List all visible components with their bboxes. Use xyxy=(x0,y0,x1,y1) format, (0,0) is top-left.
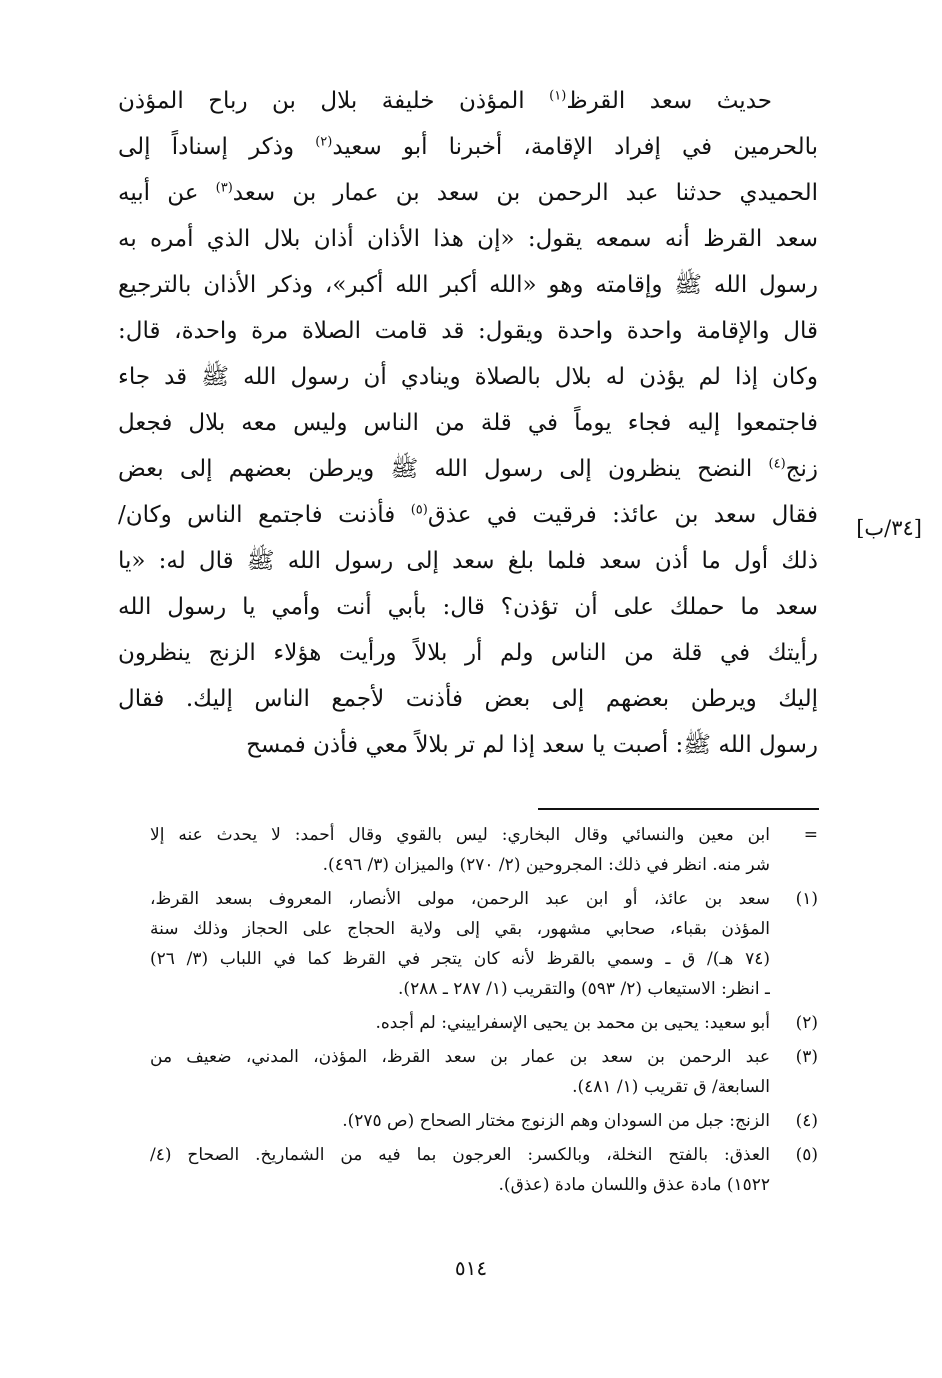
footnote-number: (١) xyxy=(795,889,818,909)
text-line: فاجتمعوا إليه فجاء يوماً في قلة من الناس وليس معه بلال فجعل xyxy=(118,410,818,436)
manuscript-folio-marker: [٣٤/ب] xyxy=(856,516,922,540)
text-line: ذلك أول ما أذن سعد فلما بلغ سعد إلى رسول الله ﷺ قال له: «يا xyxy=(118,548,818,574)
footnote-line: ١٥٢٢) مادة عذق واللسان مادة (عذق). xyxy=(498,1175,770,1195)
footnote-number: (٣) xyxy=(795,1047,818,1067)
footnote-marker[interactable]: (٤) xyxy=(768,456,786,472)
text-line: وكان إذا لم يؤذن له بلال بالصلاة وينادي أن رسول الله ﷺ قد جاء xyxy=(118,364,818,390)
footnote-line: ابن معين والنسائي وقال البخاري: ليس بالقوي وقال أحمد: لا يحدث عنه إلا xyxy=(150,825,770,845)
text-line: فقال سعد بن عائذ: فرقيت في عذق$^{(٥)}$ فأذنت فاجتمع الناس وكان/ xyxy=(118,502,818,528)
footnote-line: ـ انظر: الاستيعاب (٢/ ٥٩٣) والتقريب (١/ ٢٨٧ ـ ٢٨٨). xyxy=(398,979,770,999)
text-line: حديث سعد القرظ$^{(١)}$ المؤذن خليفة بلال بن رباح المؤذن xyxy=(118,88,772,114)
footnote-marker[interactable]: (٣) xyxy=(215,180,233,196)
footnote-line: العذق: بالفتح النخلة، وبالكسر: العرجون بما فيه من الشماريخ. الصحاح (٤/ xyxy=(150,1145,770,1165)
footnote-line: سعد بن عائذ، أو ابن عبد الرحمن، مولى الأنصار، المعروف بسعد القرظ، xyxy=(150,889,770,909)
footnote xyxy=(150,1008,818,1038)
text-line: الحميدي حدثنا عبد الرحمن بن سعد بن عمار بن سعد$^{(٣)}$ عن أبيه xyxy=(118,180,818,206)
text-line: إليك ويرطن بعضهم إلى بعض فأذنت لأجمع الناس إليك. فقال xyxy=(118,686,818,712)
footnote-line: أبو سعيد: يحيى بن محمد بن يحيى الإسفراييني: لم أجده. xyxy=(375,1013,770,1033)
footnote xyxy=(150,1042,818,1102)
footnote-number: = xyxy=(803,825,818,845)
footnotes xyxy=(150,820,818,1200)
footnote-line: عبد الرحمن بن سعد بن عمار بن سعد القرظ، المؤذن، المدني، ضعيف من xyxy=(150,1047,770,1067)
text-line: رأيتك في قلة من الناس ولم أر بلالاً ورأيت هؤلاء الزنج ينظرون xyxy=(118,640,818,666)
footnote xyxy=(150,820,818,880)
text-line: سعد القرظ أنه سمعه يقول: «إن هذا الأذان أذان بلال الذي أمره به xyxy=(118,226,818,252)
text-line: سعد ما حملك على أن تؤذن؟ قال: بأبي أنت وأمي يا رسول الله xyxy=(118,594,818,620)
main-text xyxy=(118,78,818,768)
footnote-marker[interactable]: (١) xyxy=(549,88,567,104)
footnote-line: الزنج: جبل من السودان وهم الزنوج مختار الصحاح (ص ٢٧٥). xyxy=(342,1111,770,1131)
footnote-line: شر منه. انظر في ذلك: المجروحين (٢/ ٢٧٠) والميزان (٣/ ٤٩٦). xyxy=(322,855,770,875)
text-line: رسول الله ﷺ: أصبت يا سعد إذا لم تر بلالاً معي فأذن فمسح xyxy=(246,732,818,758)
page-number: ٥١٤ xyxy=(454,1256,488,1280)
text-line: بالحرمين في إفراد الإقامة، أخبرنا أبو سعيد$^{(٢)}$ وذكر إسناداً إلى xyxy=(118,134,818,160)
text-line: رسول الله ﷺ وإقامته وهو «الله أكبر الله أكبر»، وذكر الأذان بالترجيع xyxy=(118,272,818,298)
footnote xyxy=(150,1106,818,1136)
footnote-separator xyxy=(538,808,819,810)
text-line: قال والإقامة واحدة واحدة ويقول: قد قامت الصلاة مرة واحدة، قال: xyxy=(118,318,818,344)
footnote xyxy=(150,1140,818,1200)
footnote-line: المؤذن بقباء، صحابي مشهور، بقي إلى ولاية الحجاج على الحجاز وذلك سنة xyxy=(150,919,770,939)
footnote xyxy=(150,884,818,1004)
text-line: زنج$^{(٤)}$ النضح ينظرون إلى رسول الله ﷺ ويرطن بعضهم إلى بعض xyxy=(118,456,818,482)
footnote-number: (٥) xyxy=(795,1145,818,1165)
footnote-line: السابعة/ ق تقريب (١/ ٤٨١). xyxy=(572,1077,770,1097)
footnote-marker[interactable]: (٢) xyxy=(315,134,333,150)
footnote-marker[interactable]: (٥) xyxy=(410,502,428,518)
footnote-number: (٤) xyxy=(795,1111,818,1131)
footnote-line: (٧٤ هـ)/ ق ـ وسمي بالقرظ لأنه كان يتجر في القرظ كما في اللباب (٣/ ٢٦) xyxy=(150,949,770,969)
footnote-number: (٢) xyxy=(795,1013,818,1033)
